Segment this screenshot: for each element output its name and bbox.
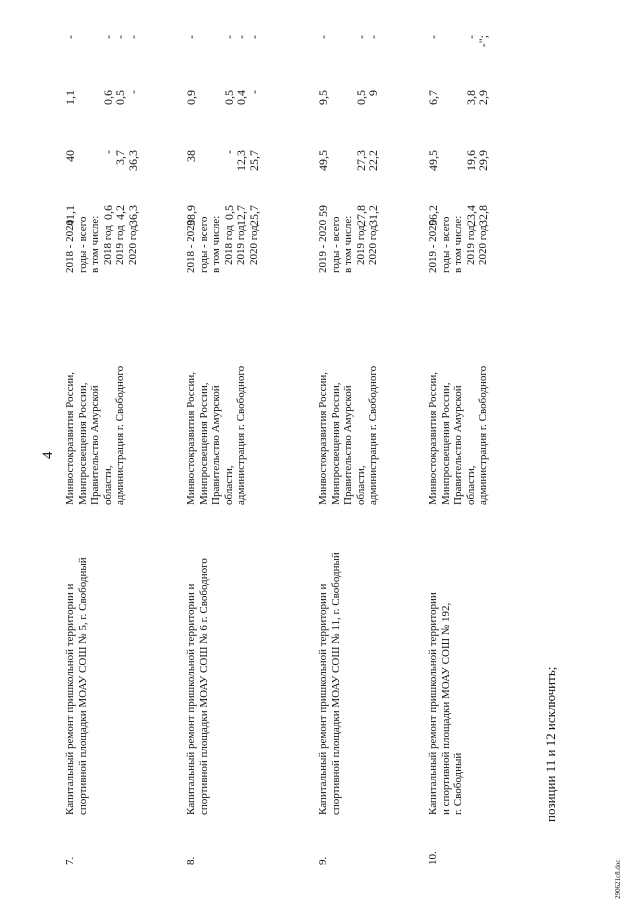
amount-cell: 49,5 <box>426 150 440 171</box>
amount-cell: 27,3 <box>353 150 368 171</box>
amount-cell: 0,6 <box>100 205 115 220</box>
amount-cell: 41,1 <box>63 205 77 226</box>
amount-cell: - <box>221 35 236 39</box>
amount-cell: 36,3 <box>125 150 140 171</box>
period-line: 2020 год <box>367 225 379 265</box>
amount-cell: 27,8 <box>353 205 368 226</box>
amount-cell: - <box>366 35 380 39</box>
executor-line: Минпросвещения России, <box>439 382 452 505</box>
amount-cell: 2,9 <box>476 90 490 105</box>
measure-name-line: и спортивной площадки МОАУ СОШ № 192, <box>439 602 452 815</box>
period-line: 2018 - 2020 <box>64 219 76 273</box>
amount-cell: 9 <box>366 90 380 96</box>
row-number: 8. <box>185 856 197 865</box>
amount-cell: 38,9 <box>184 205 198 226</box>
amount-cell: 3,7 <box>113 150 127 165</box>
period-line: 2019 год <box>464 225 477 265</box>
amount-cell: 56,2 <box>426 205 440 226</box>
row-number: 9. <box>317 856 329 865</box>
period-line: в том числе: <box>342 215 354 273</box>
amount-cell: 0,5 <box>113 90 127 105</box>
amount-cell: - <box>246 90 261 94</box>
amount-cell: 19,6 <box>463 150 478 171</box>
amount-cell: - <box>125 90 140 94</box>
amount-cell: 36,3 <box>125 205 140 226</box>
period-line: 2020 год <box>126 225 139 265</box>
executor-line: области, <box>354 465 367 505</box>
period-line: 2019 год <box>354 225 367 265</box>
amount-cell: 0,5 <box>353 90 368 105</box>
measure-name-line: спортивной площадки МОАУ СОШ № 11, г. Свободный <box>329 552 342 815</box>
amount-cell: 0,5 <box>221 90 236 105</box>
row-number: 7. <box>64 856 76 865</box>
amount-cell: 0,9 <box>184 90 198 105</box>
amount-cell: 0,5 <box>221 205 236 220</box>
amount-cell: 49,5 <box>316 150 330 171</box>
amount-cell: - <box>426 35 440 39</box>
executor-line: администрация г. Свободного <box>114 365 126 505</box>
amount-cell: - <box>100 35 115 39</box>
amount-cell: 3,8 <box>463 90 478 105</box>
period-line: годы - всего <box>76 216 89 273</box>
period-line: 2020 год <box>477 225 489 265</box>
period-line: 2020 год <box>247 225 260 265</box>
executor-line: Минвостокразвития России, <box>317 371 329 505</box>
amount-cell: 12,3 <box>234 150 248 171</box>
period-line: 2019 - 2020 <box>317 219 329 273</box>
amount-cell: 23,4 <box>463 205 478 226</box>
executor-line: Минпросвещения России, <box>76 382 89 505</box>
footer-note: позиции 11 и 12 исключить; <box>543 666 558 822</box>
amount-cell: 6,7 <box>426 90 440 105</box>
period-line: 2018 год <box>101 225 114 265</box>
amount-cell: 9,5 <box>316 90 330 105</box>
amount-cell: -"; <box>476 35 490 48</box>
measure-name-line: Капитальный ремонт пришкольной территории и <box>317 583 329 815</box>
measure-name-line: Капитальный ремонт пришкольной территории <box>427 592 439 815</box>
amount-cell: 0,6 <box>100 90 115 105</box>
executor-line: Минвостокразвития России, <box>427 371 439 505</box>
amount-cell: 31,2 <box>366 205 380 226</box>
executor-line: Минвостокразвития России, <box>185 371 197 505</box>
executor-line: Минвостокразвития России, <box>64 371 76 505</box>
amount-cell: - <box>316 35 330 39</box>
executor-line: администрация г. Свободного <box>477 365 489 505</box>
period-line: 2019 год <box>235 225 247 265</box>
amount-cell: - <box>125 35 140 39</box>
amount-cell: - <box>234 35 248 39</box>
period-line: годы - всего <box>439 216 452 273</box>
period-line: 2019 год <box>114 225 126 265</box>
page-number: 4 <box>40 451 56 459</box>
amount-cell: 29,9 <box>476 150 490 171</box>
executor-line: Минпросвещения России, <box>197 382 210 505</box>
row-number: 10. <box>427 851 439 865</box>
amount-cell: 40 <box>63 150 77 162</box>
period-line: 2018 год <box>222 225 235 265</box>
amount-cell: - <box>221 150 236 154</box>
executor-line: администрация г. Свободного <box>367 365 379 505</box>
executor-line: области, <box>222 465 235 505</box>
amount-cell: - <box>246 35 261 39</box>
amount-cell: 4,2 <box>113 205 127 220</box>
amount-cell: 12,7 <box>234 205 248 226</box>
executor-line: Правительство Амурской <box>210 385 222 505</box>
period-line: годы - всего <box>197 216 210 273</box>
file-name: 290621c8.doc <box>614 859 622 899</box>
period-line: в том числе: <box>452 215 464 273</box>
amount-cell: - <box>100 150 115 154</box>
amount-cell: - <box>113 35 127 39</box>
amount-cell: - <box>463 35 478 39</box>
period-line: годы - всего <box>329 216 342 273</box>
amount-cell: 25,7 <box>246 205 261 226</box>
amount-cell: - <box>184 35 198 39</box>
period-line: 2019 - 2020 <box>427 219 439 273</box>
amount-cell: 1,1 <box>63 90 77 105</box>
executor-line: администрация г. Свободного <box>235 365 247 505</box>
executor-line: Правительство Амурской <box>342 385 354 505</box>
period-line: в том числе: <box>210 215 222 273</box>
measure-name-line: Капитальный ремонт пришкольной территории и <box>185 583 197 815</box>
amount-cell: 0,4 <box>234 90 248 105</box>
executor-line: области, <box>101 465 114 505</box>
measure-name-line: Капитальный ремонт пришкольной территории и <box>64 583 76 815</box>
period-line: в том числе: <box>89 215 101 273</box>
period-line: 2018 - 2020 <box>185 219 197 273</box>
amount-cell: - <box>353 35 368 39</box>
amount-cell: 32,8 <box>476 205 490 226</box>
amount-cell: 38 <box>184 150 198 162</box>
amount-cell: 59 <box>316 205 330 217</box>
amount-cell: 25,7 <box>246 150 261 171</box>
executor-line: Правительство Амурской <box>89 385 101 505</box>
executor-line: области, <box>464 465 477 505</box>
executor-line: Правительство Амурской <box>452 385 464 505</box>
measure-name-line: спортивной площадки МОАУ СОШ № 5, г. Свободный <box>76 557 89 815</box>
measure-name-line: спортивной площадки МОАУ СОШ № 6 г. Свободного <box>197 558 210 815</box>
measure-name-line: г. Свободный <box>452 752 464 815</box>
executor-line: Минпросвещения России, <box>329 382 342 505</box>
amount-cell: 22,2 <box>366 150 380 171</box>
amount-cell: - <box>63 35 77 39</box>
